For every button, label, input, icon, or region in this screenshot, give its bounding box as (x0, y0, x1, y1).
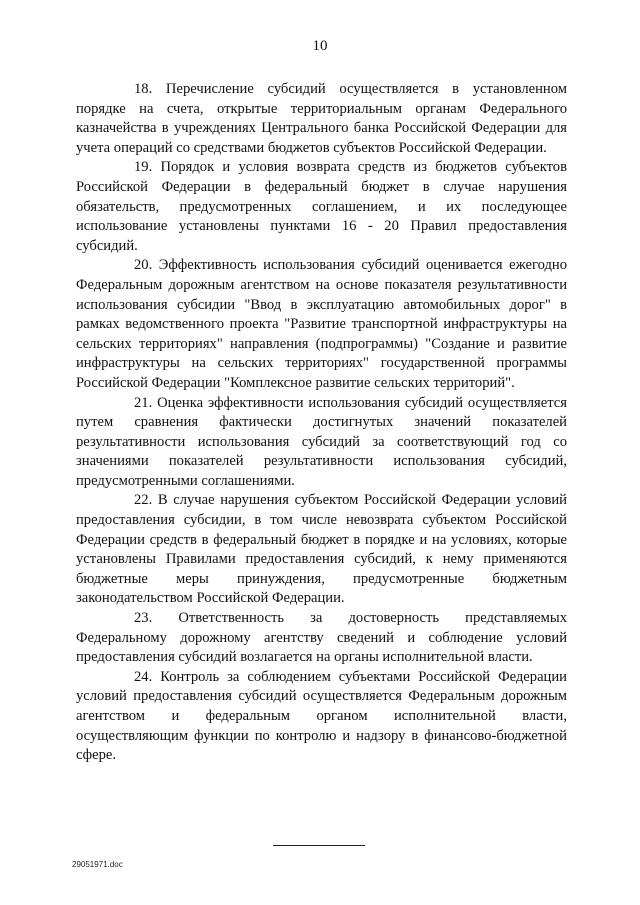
document-body (76, 80, 567, 766)
paragraph-20: 20. Эффективность использования субсидий оценивается ежегодно Федеральным дорожным агентством на основе показателя результативности использования субсидии "Ввод в эксплуатацию автомобильных дорог" в рамках ведомственного проекта "Развитие транспортной инфраструктуры на сельских территориях" направления (подпрограммы) "Создание и развитие инфраструктуры на сельских территориях" государственной программы Российской Федерации "Комплексное развитие сельских территорий". (76, 257, 567, 391)
page-number: 10 (312, 38, 328, 54)
paragraph-19: 19. Порядок и условия возврата средств из бюджетов субъектов Российской Федерации в федеральный бюджет в случае нарушения обязательств, предусмотренных соглашением, и их последующее использование установлены пунктами 16 - 20 Правил предоставления субсидий. (76, 159, 567, 254)
paragraph-21: 21. Оценка эффективности использования субсидий осуществляется путем сравнения фактически достигнутых значений показателей результативности использования субсидий за соответствующий год со значениями показателей результативности использования субсидий, предусмотренными соглашениями. (76, 394, 567, 489)
file-name-footer: 29051971.doc (72, 860, 123, 869)
paragraph-22: 22. В случае нарушения субъектом Российской Федерации условий предоставления субсидии, в том числе невозврата субъектом Российской Федерации средств в федеральный бюджет в порядке и на условиях, которые установлены Правилами предоставления субсидий, к нему применяются бюджетные меры принуждения, предусмотренные бюджетным законодательством Российской Федерации. (76, 492, 567, 607)
paragraph-23: 23. Ответственность за достоверность представляемых Федеральному дорожному агентству сведений и соблюдение условий предоставления субсидий возлагается на органы исполнительной власти. (76, 610, 567, 666)
paragraph-24: 24. Контроль за соблюдением субъектами Российской Федерации условий предоставления субсидий осуществляется Федеральным дорожным агентством и федеральным органом исполнительной власти, осуществляющим функции по контролю и надзору в финансово-бюджетной сфере. (76, 668, 567, 764)
paragraph-18: 18. Перечисление субсидий осуществляется в установленном порядке на счета, открытые территориальным органам Федерального казначейства в учреждениях Центрального банка Российской Федерации для учета операций со средствами бюджетов субъектов Российской Федерации. (76, 81, 567, 156)
end-divider (273, 845, 365, 846)
